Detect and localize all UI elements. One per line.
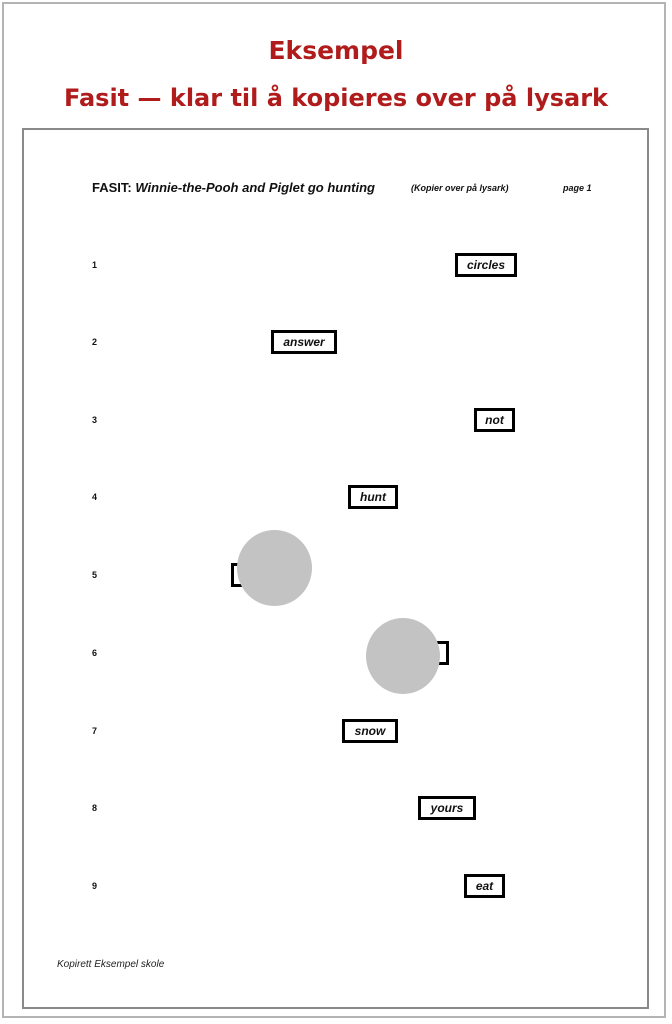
row-number: 4 — [92, 492, 98, 502]
redaction-circle — [237, 530, 312, 606]
sheet-heading-prefix: FASIT: — [92, 180, 132, 195]
row-number: 3 — [92, 415, 98, 425]
sheet-note: (Kopier over på lysark) — [411, 183, 509, 193]
answer-box: circles — [455, 253, 517, 277]
page-title: Eksempel — [268, 36, 404, 65]
row-number: 7 — [92, 726, 98, 736]
answer-box: snow — [342, 719, 398, 743]
answer-box: answer — [271, 330, 337, 354]
answer-box: not — [474, 408, 515, 432]
page-subtitle: Fasit — klar til å kopieres over på lysark — [63, 84, 608, 112]
redaction-circle — [366, 618, 440, 694]
sheet-heading-title: Winnie-the-Pooh and Piglet go hunting — [135, 180, 375, 195]
answer-box: yours — [418, 796, 476, 820]
answer-box: eat — [464, 874, 505, 898]
sheet-page-number: page 1 — [563, 183, 592, 193]
row-number: 5 — [92, 570, 98, 580]
row-number: 9 — [92, 881, 98, 891]
row-number: 6 — [92, 648, 98, 658]
sheet-heading — [92, 180, 375, 195]
answer-box: hunt — [348, 485, 398, 509]
row-number: 1 — [92, 260, 98, 270]
copyright-footer: Kopirett Eksempel skole — [57, 959, 165, 970]
row-number: 2 — [92, 337, 98, 347]
answer-sheet — [22, 128, 649, 1009]
row-number: 8 — [92, 803, 98, 813]
